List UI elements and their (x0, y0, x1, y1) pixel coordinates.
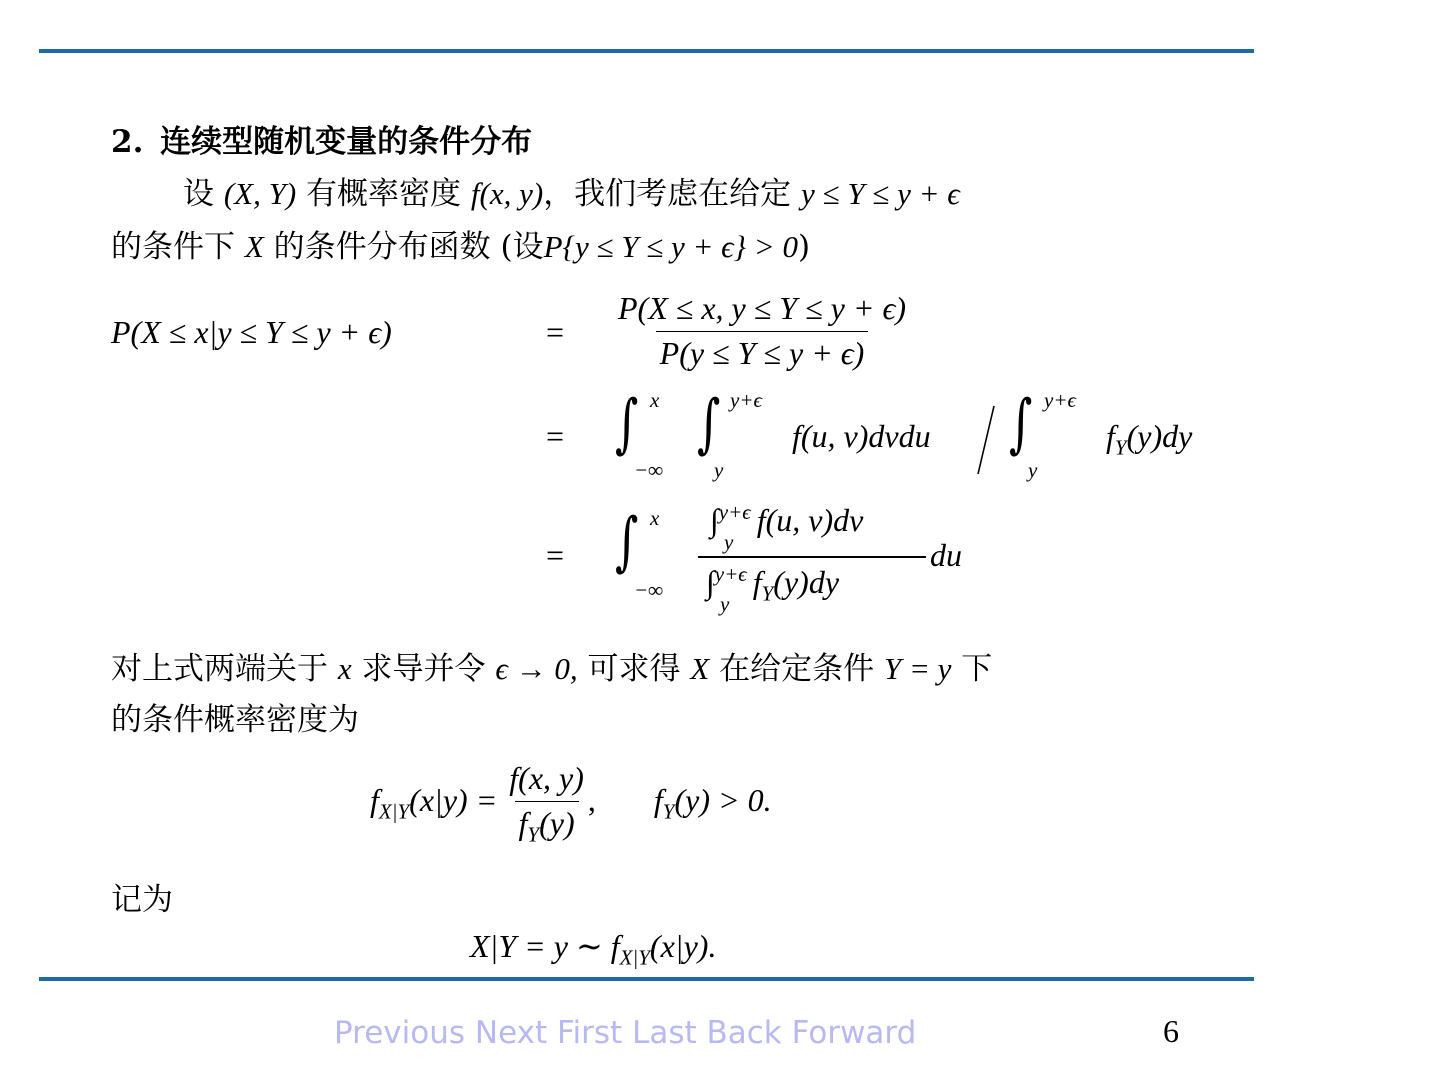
section-heading (111, 116, 532, 161)
bottom-rule (39, 977, 1254, 981)
nav-previous-link[interactable]: Previous (334, 1015, 466, 1051)
row-3-fraction-bar (698, 556, 926, 558)
nav-back-link[interactable]: Back (706, 1015, 782, 1051)
density-numerator: f(x, y) (509, 760, 584, 796)
integral-sign-1: ∫ (615, 387, 639, 461)
row-3-numerator: ∫$^{y+\epsilon}$ f(u, v)dv (710, 500, 864, 538)
intro-line-1: 设 (X, Y) 有概率密度 f(x, y)，我们考虑在给定 y ≤ Y ≤ y + ϵ (183, 176, 960, 212)
nav-forward-link[interactable]: Forward (791, 1015, 917, 1051)
nav-next-link[interactable]: Next (474, 1015, 548, 1051)
nav-first-link[interactable]: First (556, 1015, 623, 1051)
integrand-2: $f_Y(y)dy$ (1106, 418, 1193, 460)
density-denominator: $f_Y(y)$ (515, 801, 579, 847)
equals-sign-2: = (546, 418, 565, 454)
notation-formula: X|Y = y ∼ $f_{X|Y}(x|y)$. (470, 928, 717, 970)
integral-sign-4: ∫ (615, 505, 639, 579)
nav-last-link[interactable]: Last (632, 1015, 697, 1051)
density-formula: $f_{X|Y}(x|y)$ = $\frac{f(x, y)}{f_Y(y)}$ , $f_Y(y) > 0$. (370, 760, 772, 847)
section-title: 连续型随机变量的条件分布 (160, 124, 533, 160)
derivation-row-3: ∫ x −∞ ∫$^{y+\epsilon}$ f(u, v)dv y ∫$^{y+\epsilon}$ $f_Y(y)dy$ y du (615, 500, 962, 616)
derivation-lhs: P(X ≤ x|y ≤ Y ≤ y + ϵ) (111, 314, 392, 350)
section-number: 2. (111, 124, 144, 160)
derivation-fraction-1 (614, 290, 910, 372)
fraction-1-numerator: P(X ≤ x, y ≤ Y ≤ y + ϵ) (618, 290, 906, 326)
top-rule (39, 49, 1254, 53)
nav-bar (334, 1015, 916, 1051)
density-condition: $f_Y(y) > 0$. (653, 782, 772, 824)
fraction-1-denominator: P(y ≤ Y ≤ y + ϵ) (656, 331, 869, 372)
notation-label: 记为 (111, 882, 173, 918)
page-number: 6 (1163, 1013, 1179, 1049)
after-line-1: 对上式两端关于 x 求导并令 ϵ → 0, 可求得 X 在给定条件 Y = y 下 (111, 651, 993, 687)
integral-sign-2: ∫ (697, 387, 721, 461)
integral-sign-3: ∫ (1009, 387, 1033, 461)
intro-line-2: 的条件下 X 的条件分布函数 (设P{y ≤ Y ≤ y + ϵ} > 0) (111, 229, 811, 265)
row-3-denominator: ∫$^{y+\epsilon}$ $f_Y(y)dy$ (706, 562, 840, 606)
equals-sign-1: = (546, 314, 565, 350)
division-slash (972, 400, 1002, 480)
after-line-2: 的条件概率密度为 (111, 702, 359, 738)
equals-sign-3: = (546, 537, 565, 573)
derivation-row-2: ∫ x −∞ ∫ y+ϵ y f(u, v)dvdu ∫ y+ϵ y $f_Y(y)dy$ (615, 387, 1193, 482)
